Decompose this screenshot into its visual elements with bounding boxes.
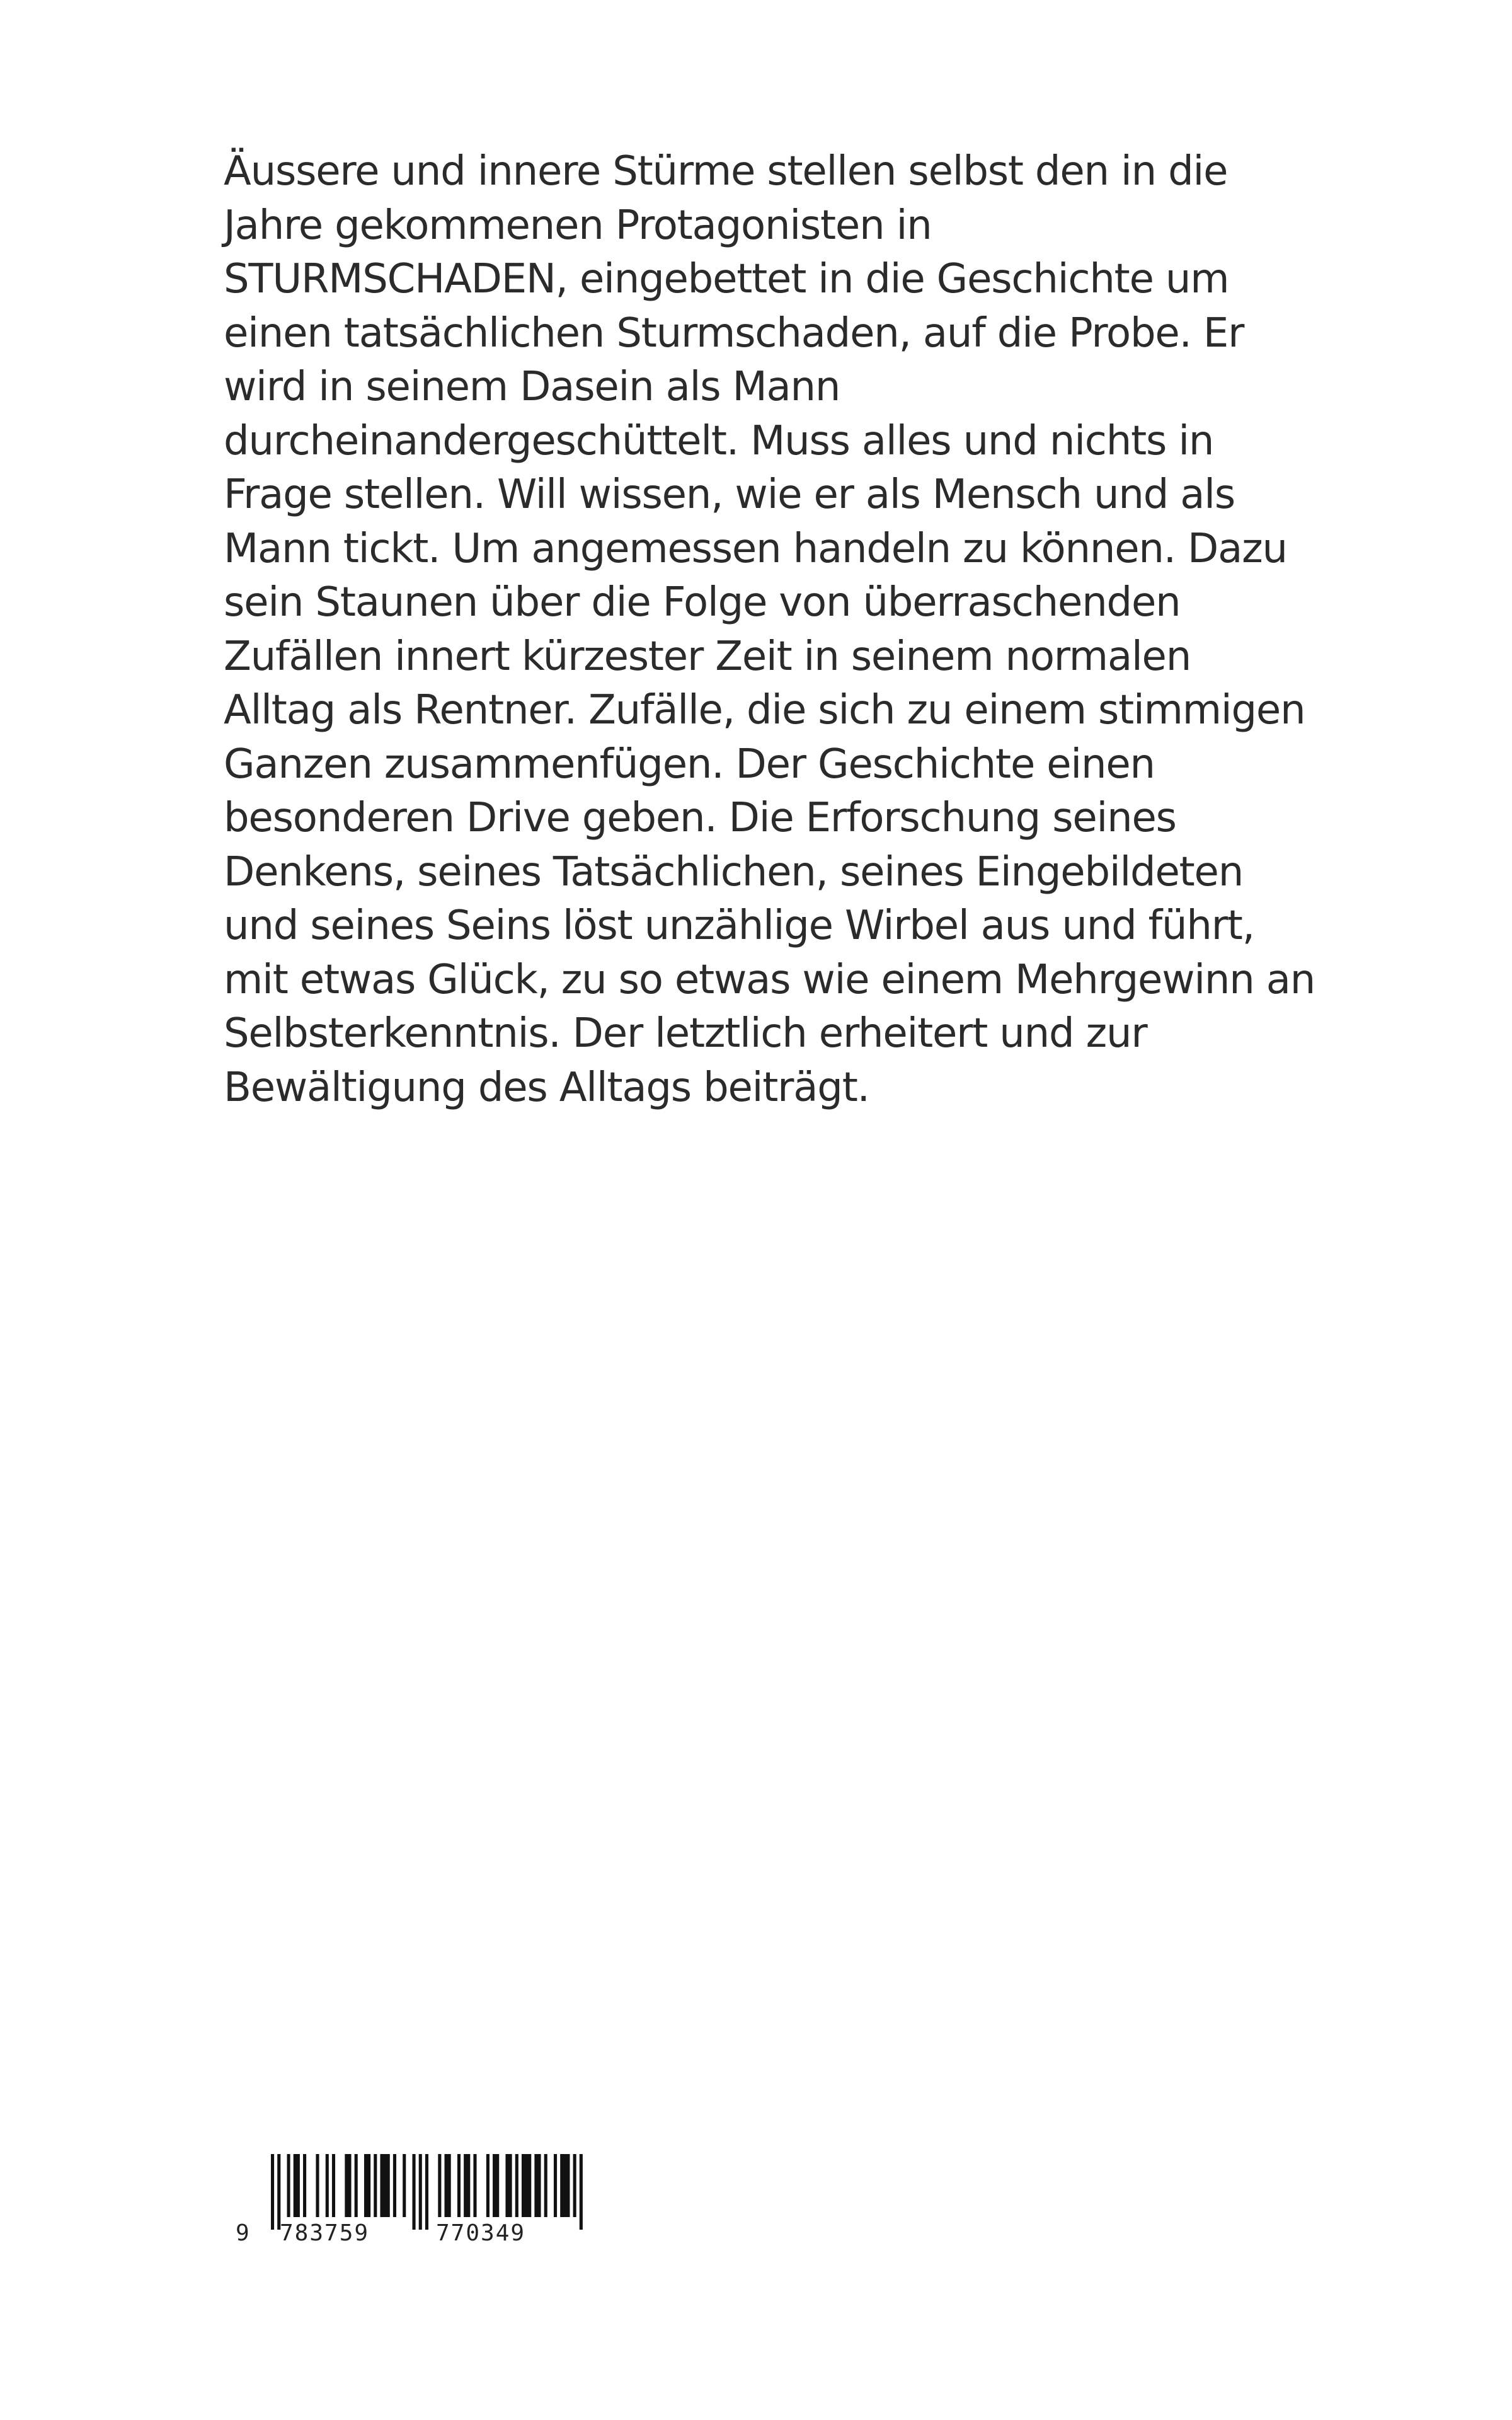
barcode-digits-left: 783759 bbox=[280, 2220, 370, 2246]
blurb-line: Selbsterkenntnis. Der letztlich erheitert und zur bbox=[224, 1010, 1147, 1057]
barcode-bar bbox=[403, 2154, 406, 2217]
blurb-line: Bewältigung des Alltags beiträgt. bbox=[224, 1064, 869, 1111]
blurb-line: Frage stellen. Will wissen, wie er als Mensch und als bbox=[224, 471, 1235, 518]
blurb-line: einen tatsächlichen Sturmschaden, auf die Probe. Er bbox=[224, 309, 1244, 357]
blurb-line: besonderen Drive geben. Die Erforschung seines bbox=[224, 795, 1176, 841]
barcode-bar bbox=[364, 2154, 370, 2217]
barcode-bar bbox=[332, 2154, 335, 2217]
blurb-line: Jahre gekommenen Protagonisten in bbox=[224, 202, 932, 249]
barcode-bar bbox=[464, 2154, 470, 2217]
barcode-bar bbox=[438, 2154, 441, 2217]
blurb-line: durcheinandergeschüttelt. Muss alles und nichts in bbox=[224, 417, 1214, 464]
barcode-bar bbox=[544, 2154, 547, 2217]
blurb-line: wird in seinem Dasein als Mann bbox=[224, 364, 840, 410]
barcode-bar bbox=[294, 2154, 300, 2217]
barcode-bar bbox=[271, 2154, 274, 2230]
blurb-line: Äussere und innere Stürme stellen selbst den in die bbox=[224, 148, 1228, 195]
barcode-bar bbox=[505, 2154, 512, 2217]
blurb-line: Ganzen zusammenfügen. Der Geschichte einen bbox=[224, 740, 1155, 788]
barcode-bar bbox=[425, 2154, 428, 2230]
barcode-bar bbox=[573, 2154, 576, 2217]
barcode-bar bbox=[445, 2154, 451, 2217]
barcode-bars bbox=[271, 2154, 586, 2230]
isbn-barcode bbox=[228, 2154, 606, 2249]
blurb-line: und seines Seins löst unzählige Wirbel aus und führt, bbox=[224, 902, 1254, 949]
barcode-bar bbox=[316, 2154, 319, 2217]
back-cover-blurb bbox=[224, 145, 1345, 1115]
blurb-line: Mann tickt. Um angemessen handeln zu können. Dazu bbox=[224, 525, 1287, 572]
barcode-bar bbox=[560, 2154, 570, 2217]
barcode-bar bbox=[473, 2154, 476, 2217]
barcode-bar bbox=[457, 2154, 461, 2217]
blurb-line: Zufällen innert kürzester Zeit in seinem normalen bbox=[224, 633, 1191, 680]
blurb-line: Denkens, seines Tatsächlichen, seines Eingebildeten bbox=[224, 848, 1244, 896]
blurb-line: Alltag als Rentner. Zufälle, die sich zu einem stimmigen bbox=[224, 687, 1305, 734]
barcode-bar bbox=[277, 2154, 280, 2230]
barcode-digits-right: 770349 bbox=[436, 2220, 526, 2246]
barcode-bar bbox=[534, 2154, 541, 2217]
blurb-line: mit etwas Glück, zu so etwas wie einem Mehrgewinn an bbox=[224, 956, 1315, 1003]
barcode-bar bbox=[287, 2154, 290, 2217]
barcode-digit-first: 9 bbox=[236, 2220, 251, 2246]
barcode-bar bbox=[515, 2154, 518, 2217]
barcode-bar bbox=[380, 2154, 389, 2217]
barcode-bar bbox=[393, 2154, 396, 2217]
barcode-bar bbox=[580, 2154, 583, 2230]
barcode-bar bbox=[326, 2154, 329, 2217]
barcode-bar bbox=[554, 2154, 557, 2217]
barcode-bar bbox=[419, 2154, 422, 2230]
blurb-line: STURMSCHADEN, eingebettet in die Geschichte um bbox=[224, 256, 1229, 302]
barcode-bar bbox=[412, 2154, 415, 2230]
barcode-bar bbox=[374, 2154, 377, 2217]
barcode-bar bbox=[493, 2154, 499, 2217]
barcode-bar bbox=[486, 2154, 490, 2217]
barcode-bar bbox=[345, 2154, 351, 2217]
barcode-bar bbox=[303, 2154, 306, 2217]
barcode-bar bbox=[355, 2154, 358, 2217]
blurb-line: sein Staunen über die Folge von überraschenden bbox=[224, 579, 1181, 626]
barcode-bar bbox=[522, 2154, 531, 2217]
